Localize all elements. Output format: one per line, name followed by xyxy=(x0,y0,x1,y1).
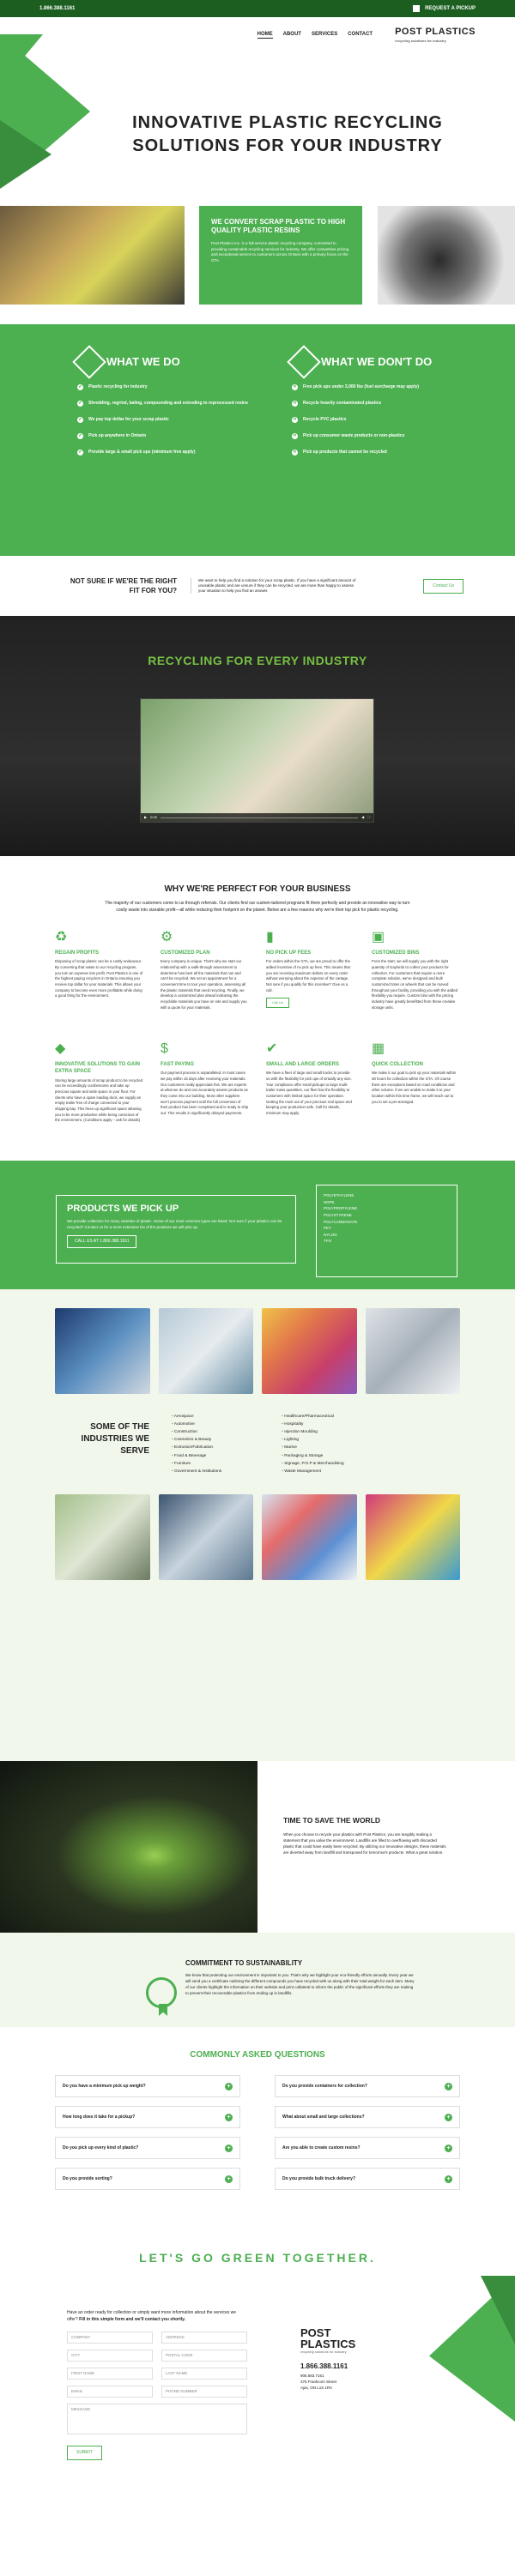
x-icon: ✕ xyxy=(293,401,297,406)
plus-icon: + xyxy=(445,2145,452,2152)
list-item: • Aerospace xyxy=(172,1413,221,1421)
pellets-photo xyxy=(378,206,515,305)
x-icon: ✕ xyxy=(293,449,297,455)
list-item: POLYETHYLENE xyxy=(324,1193,354,1198)
why-perfect-title: WHY WE'RE PERFECT FOR YOUR BUSINESS xyxy=(164,884,351,894)
play-icon[interactable]: ▶ xyxy=(144,815,148,820)
company-field[interactable]: COMPANY xyxy=(67,2332,153,2344)
not-sure-section xyxy=(0,556,515,616)
shield-icon: ◆ xyxy=(55,1041,66,1056)
save-world-text: When you choose to recycle your plastics with Post Plastics, you are tangibly making a statement that you value the environment. Landfills are filled to overflowing with discarded plastic that could have easily been recycled. By utilizing our innovative designs, these materials are diverted away from landfill and transposed for tomorrow's products. What a great solution. xyxy=(283,1831,446,1855)
first-name-field[interactable]: FIRST NAME xyxy=(67,2368,153,2380)
intro-section xyxy=(0,206,515,305)
industry-photo xyxy=(366,1494,461,1580)
intro-text: Post Plastics Inc. is a full-service plastic recycling company, committed to providing sustainable recycling services for industry. We offer competitive pricing and exceptional service to customers across Ontario with a primary focus on the GTA. xyxy=(211,240,349,263)
list-item: • Furniture xyxy=(172,1460,221,1468)
feature-card: ◆ INNOVATIVE SOLUTIONS TO GAIN EXTRA SPACE Storing large amounts of scrap product to be recycled can be exceedingly cumbersome and take up precious square and aisle space in your floor. For clients who have a spare loading dock, we supply an empty trailer free of charge connected to your shipping bay. This frees up significant space allowing you to be more productive while being conscious of the environment. (Conditions apply – ask for details) xyxy=(55,1041,142,1123)
x-icon: ✕ xyxy=(293,433,297,438)
faq-item[interactable]: How long does it take for a pickup? + xyxy=(55,2106,240,2128)
fullscreen-icon[interactable]: ⛶ xyxy=(367,815,370,820)
award-seal-icon xyxy=(146,1977,177,2008)
gear-icon: ⚙ xyxy=(161,930,173,944)
check-icon: ✔ xyxy=(78,433,82,438)
list-item: POLYPROPYLENE xyxy=(324,1206,358,1211)
check-icon: ✔ xyxy=(266,1041,278,1056)
list-item: ✔ Pick up anywhere in Ontario xyxy=(78,433,147,438)
not-sure-text: We want to help you find a solution for your scrap plastic. If you have a significant amount of unusable plastic and are unsure if they can be recycled, we are more than happy to assess your situation to help you find an answer. xyxy=(191,578,362,594)
commitment-title: COMMITMENT TO SUSTAINABILITY xyxy=(185,1959,303,1967)
what-we-do-title: WHAT WE DO xyxy=(106,354,180,368)
plus-icon: + xyxy=(225,2145,233,2152)
calendar-icon: ▦ xyxy=(372,1041,385,1056)
pickup-box xyxy=(56,1195,296,1264)
list-item: • Construction xyxy=(172,1428,221,1436)
list-item: TPO xyxy=(324,1239,332,1244)
call-us-button[interactable]: Call Us xyxy=(266,998,289,1008)
feature-card: ✔ SMALL AND LARGE ORDERS We have a fleet of large and small trucks to provide us with the flexibility for pick ups of virtually any size. Your compliance offer small pickups to large multi-trailer mass quantities, our fleet has the flexibility to customers with limited space for their operation. Getting the most out of your precious real space and keeping your production safe. Call for details, minimum may apply. xyxy=(266,1041,352,1115)
list-item: ✕ Pick up products that cannot be recycled xyxy=(293,449,387,455)
list-item: • Healthcare/Pharmaceutical xyxy=(282,1413,343,1421)
list-item: • Cosmetics & Beauty xyxy=(172,1436,221,1444)
address-field[interactable]: ADDRESS xyxy=(161,2332,247,2344)
form-intro: Have an order ready for collection or simply want more information about the services we offer? Fill in this simple form and we'll contact you shortly. xyxy=(67,2310,237,2322)
faq-item[interactable]: Are you able to create custom resins? + xyxy=(275,2137,460,2159)
industries-list xyxy=(55,1413,460,1475)
list-item: • Automotive xyxy=(172,1421,221,1428)
plus-icon: + xyxy=(225,2083,233,2090)
feature-card: ♻ REGAIN PROFITS Disposing of scrap plastic can be a costly endeavour. By converting that waste to our recycling program, you turn an expense into profit. Post Plastics is one of the highest paying recyclers in Ontario ensuring you receive top dollar for your materials. This allows your company to become even more profitable while doing a good thing for the environment. xyxy=(55,930,143,998)
video-section-title: RECYCLING FOR EVERY INDUSTRY xyxy=(148,654,367,667)
what-we-dont xyxy=(292,350,481,556)
feature-card: ▦ QUICK COLLECTION We make it our goal to pick up your materials within 48 hours for collection within the GTA. Of course there are exceptions based on road conditions and other volume. If we are unable to make it to your location within this time frame, we will reach out to you to set a pre-arranged. xyxy=(372,1041,457,1104)
list-item: • Marine xyxy=(282,1444,343,1451)
list-item: • Food & Beverage xyxy=(172,1452,221,1460)
list-item: • Signage, P.O.P & Merchandising xyxy=(282,1460,343,1468)
list-item: ✔ Provide large & small pick ups (minimum free apply) xyxy=(78,449,196,455)
top-phone[interactable]: 1.866.388.1161 xyxy=(39,5,76,11)
contact-section xyxy=(0,2250,515,2576)
list-item: PET xyxy=(324,1226,331,1231)
features-grid xyxy=(0,914,515,1143)
list-item: • Lighting xyxy=(282,1436,343,1444)
list-item: ✔ Shredding, regrind, baling, compounding and extruding to reprocessed resins xyxy=(78,401,248,406)
nav-contact[interactable]: CONTACT xyxy=(348,32,373,38)
feature-card: ▮ NO PICK UP FEES For orders within the GTA, we are proud to offer the added incentive of no pick up fees. This means that you are receiving maximum dollars on every order without worrying about the expense of the cartage. Not sure if you qualify for this incentive? Give us a call. Call Us xyxy=(266,929,354,1032)
nav-services[interactable]: SERVICES xyxy=(311,32,338,38)
email-field[interactable]: EMAIL xyxy=(67,2386,153,2398)
message-field[interactable]: MESSAGE xyxy=(67,2404,247,2434)
industry-photo xyxy=(366,1308,461,1394)
list-item: • Packaging & Storage xyxy=(282,1452,343,1460)
nav-about[interactable]: ABOUT xyxy=(282,32,301,38)
faq-item[interactable]: Do you pick up every kind of plastic? + xyxy=(55,2137,240,2159)
contact-address: 905.683.7161 375 Frankcom Street Ajax, ON L1S 1R4 xyxy=(300,2373,337,2391)
list-item: ✕ Pick up consumer waste products or non-plastics xyxy=(293,433,405,438)
list-item: ✔ Plastic recycling for industry xyxy=(78,384,148,389)
list-item: • Injection Moulding xyxy=(282,1428,343,1436)
what-we-dont-title: WHAT WE DON'T DO xyxy=(321,354,433,368)
plus-icon: + xyxy=(445,2083,452,2090)
main-nav xyxy=(258,26,476,44)
request-pickup-link[interactable]: REQUEST A PICKUP xyxy=(425,5,476,11)
pickup-section xyxy=(0,1161,515,1289)
plus-icon: + xyxy=(445,2114,452,2121)
industry-photos-bottom xyxy=(55,1494,460,1580)
video-controls xyxy=(141,813,373,822)
x-icon: ✕ xyxy=(293,384,297,389)
faq-item[interactable]: Do you provide bulk truck delivery? + xyxy=(275,2168,460,2190)
site-logo[interactable]: POST PLASTICS recycling solutions for industry xyxy=(395,27,476,44)
footer-logo[interactable]: POST PLASTICS xyxy=(300,2326,356,2350)
industry-photo xyxy=(262,1494,357,1580)
industry-photo xyxy=(55,1494,150,1580)
video-player[interactable] xyxy=(140,698,374,823)
intro-card xyxy=(199,206,362,305)
plus-icon: + xyxy=(445,2175,452,2183)
hero-title: INNOVATIVE PLASTIC RECYCLING SOLUTIONS FOR YOUR INDUSTRY xyxy=(132,113,443,155)
contact-info: POST PLASTICS recycling solutions for industry 1.866.388.1161 905.683.7161 375 Frankcom Street Ajax, ON L1S 1R4 xyxy=(300,2326,356,2391)
what-we-do xyxy=(77,350,266,556)
nav-home[interactable]: HOME xyxy=(258,31,273,39)
list-item: POLYSTYRENE xyxy=(324,1212,352,1217)
commitment-section xyxy=(0,1933,515,2027)
list-item: POLYCARBONATE xyxy=(324,1219,358,1224)
phone-field[interactable]: PHONE NUMBER xyxy=(161,2386,247,2398)
intro-title: WE CONVERT SCRAP PLASTIC TO HIGH QUALITY PLASTIC RESINS xyxy=(211,218,346,235)
city-field[interactable]: CITY xyxy=(67,2350,153,2362)
recycle-icon: ♻ xyxy=(55,930,68,944)
plus-icon: + xyxy=(225,2175,233,2183)
list-item: ✕ Recycle heavily contaminated plastics xyxy=(293,401,382,406)
list-item: • Hospitality xyxy=(282,1421,343,1428)
list-item: ✔ We pay top dollar for your scrap plastic xyxy=(78,417,169,422)
faq-title: COMMONLY ASKED QUESTIONS xyxy=(190,2050,325,2060)
seedling-photo xyxy=(0,1761,258,1933)
commitment-text: We know that protecting our environment is important to you. That's why we highlight your eco-friendly efforts annually. Every year we will send you a certificate outlining the different compounds you have recycled with us along with their total weight for each item. Many of our clients highlight the information on their website and print collateral to inform the public of the significant efforts they are making to prevent their recoverable plastics from ending up in landfills. xyxy=(185,1973,415,1996)
pickup-title: PRODUCTS WE PICK UP xyxy=(67,1204,179,1214)
faq-item[interactable]: Do you have a minimum pick up weight? + xyxy=(55,2075,240,2097)
feature-card: ⚙ CUSTOMIZED PLAN Every company is unique. That's why we start our relationship with a walk-through assessment to determine how best all the materials that can and can't be recycled. We set an appointment for a convenient time to tour your operation, assessing all the plastic materials that need recycling. Finally, we develop a customized plan ahead indicating the recyclable materials you have on site and supply you with a quote for your materials. xyxy=(161,930,247,1010)
list-item: ✕ Free pick ups under 3,000 lbs (fuel surcharge may apply) xyxy=(293,384,420,389)
contact-form xyxy=(67,2310,247,2460)
hero xyxy=(0,17,515,206)
faq-item[interactable]: Do you provide containers for collection? + xyxy=(275,2075,460,2097)
worker-photo xyxy=(0,206,185,305)
list-item: • Government & Institutions xyxy=(172,1468,221,1475)
save-world-section xyxy=(0,1761,515,1933)
top-bar xyxy=(0,0,515,17)
industries-section xyxy=(0,1289,515,1761)
truck-icon xyxy=(413,5,420,12)
industry-photos-top xyxy=(55,1308,460,1394)
faq-item[interactable]: What about small and large collections? + xyxy=(275,2106,460,2128)
feature-card: ▣ CUSTOMIZED BINS From the start, we will supply you with the right quantity of Gaylords to collect your products for collection. For customers that require a more complete solution, we've designed and built customized totes on wheels that can be moved throughout your facility, providing you with the added flexibility you require. Custom bins with the pricing industry have greatly benefitted from these creative storage units. xyxy=(372,930,458,1010)
list-item: • Waste Management xyxy=(282,1468,343,1475)
submit-button[interactable]: SUBMIT xyxy=(67,2446,102,2460)
industry-photo xyxy=(262,1308,357,1394)
video-progress[interactable] xyxy=(161,817,358,818)
postal-code-field[interactable]: POSTAL CODE xyxy=(161,2350,247,2362)
save-world-title: TIME TO SAVE THE WORLD xyxy=(283,1816,381,1825)
plus-icon: + xyxy=(225,2114,233,2121)
why-perfect-text: The majority of our customers come to us through referrals. Our clients find our custom-tailored programs fit them perfectly and provide an innovative way to turn costly waste into sizeable profit—all while reducing their footprint on the planet. Below are a few reasons why we're their top pick for plastic recycling. xyxy=(105,901,410,913)
plastic-types-list xyxy=(316,1185,457,1277)
money-icon: $ xyxy=(161,1041,168,1056)
truck-icon: ▮ xyxy=(266,930,274,944)
go-green-title: LET'S GO GREEN TOGETHER. xyxy=(139,2251,376,2265)
check-icon: ✔ xyxy=(78,384,82,389)
video-time: 0:00 xyxy=(150,815,157,820)
why-perfect-section xyxy=(0,856,515,914)
industry-photo xyxy=(159,1308,254,1394)
industry-photo xyxy=(159,1494,254,1580)
industries-title: SOME OF THE INDUSTRIES WE SERVE xyxy=(81,1422,149,1456)
volume-icon[interactable]: ◀ xyxy=(361,815,365,820)
check-icon: ✔ xyxy=(78,417,82,422)
check-icon: ✔ xyxy=(78,449,82,455)
not-sure-title: NOT SURE IF WE'RE THE RIGHT FIT FOR YOU? xyxy=(70,576,177,594)
x-icon: ✕ xyxy=(293,417,297,422)
list-item: NYLON xyxy=(324,1232,337,1237)
industry-photo xyxy=(55,1308,150,1394)
recycle-badge-icon xyxy=(72,345,106,379)
last-name-field[interactable]: LAST NAME xyxy=(161,2368,247,2380)
contact-phone[interactable]: 1.866.388.1161 xyxy=(300,2362,348,2370)
recycle-badge-icon xyxy=(287,345,321,379)
bin-icon: ▣ xyxy=(372,930,385,944)
check-icon: ✔ xyxy=(78,401,82,406)
faq-item[interactable]: Do you provide sorting? + xyxy=(55,2168,240,2190)
what-we-do-section xyxy=(0,324,515,556)
faq-section xyxy=(0,2027,515,2190)
feature-card: $ FAST PAYING Our payment process is unparalleled. In most cases we pay within 15 days after receiving your materials. Our customers really appreciate this. We are experts at what we do and can accurately assess products as they come into our building. Most other suppliers won't process payment until the full conversion of their product has been completed and is ready to ship out. This results in significantly delayed payments. xyxy=(161,1041,249,1115)
call-us-button[interactable]: CALL US AT 1.866.388.1161 xyxy=(67,1235,136,1248)
list-item: • Extrusion/Fabrication xyxy=(172,1444,221,1451)
list-item: ✕ Recycle PVC plastics xyxy=(293,417,347,422)
pickup-text: We provide collection for many varieties of plastic. Some of our most common types are listed. Not sure if your plastics can be recycled? Contact us for a more extensive list of the products we will pick up. xyxy=(67,1219,282,1229)
list-item: HDPE xyxy=(324,1199,335,1204)
video-section xyxy=(0,616,515,856)
contact-us-button[interactable]: Contact Us xyxy=(423,579,464,594)
